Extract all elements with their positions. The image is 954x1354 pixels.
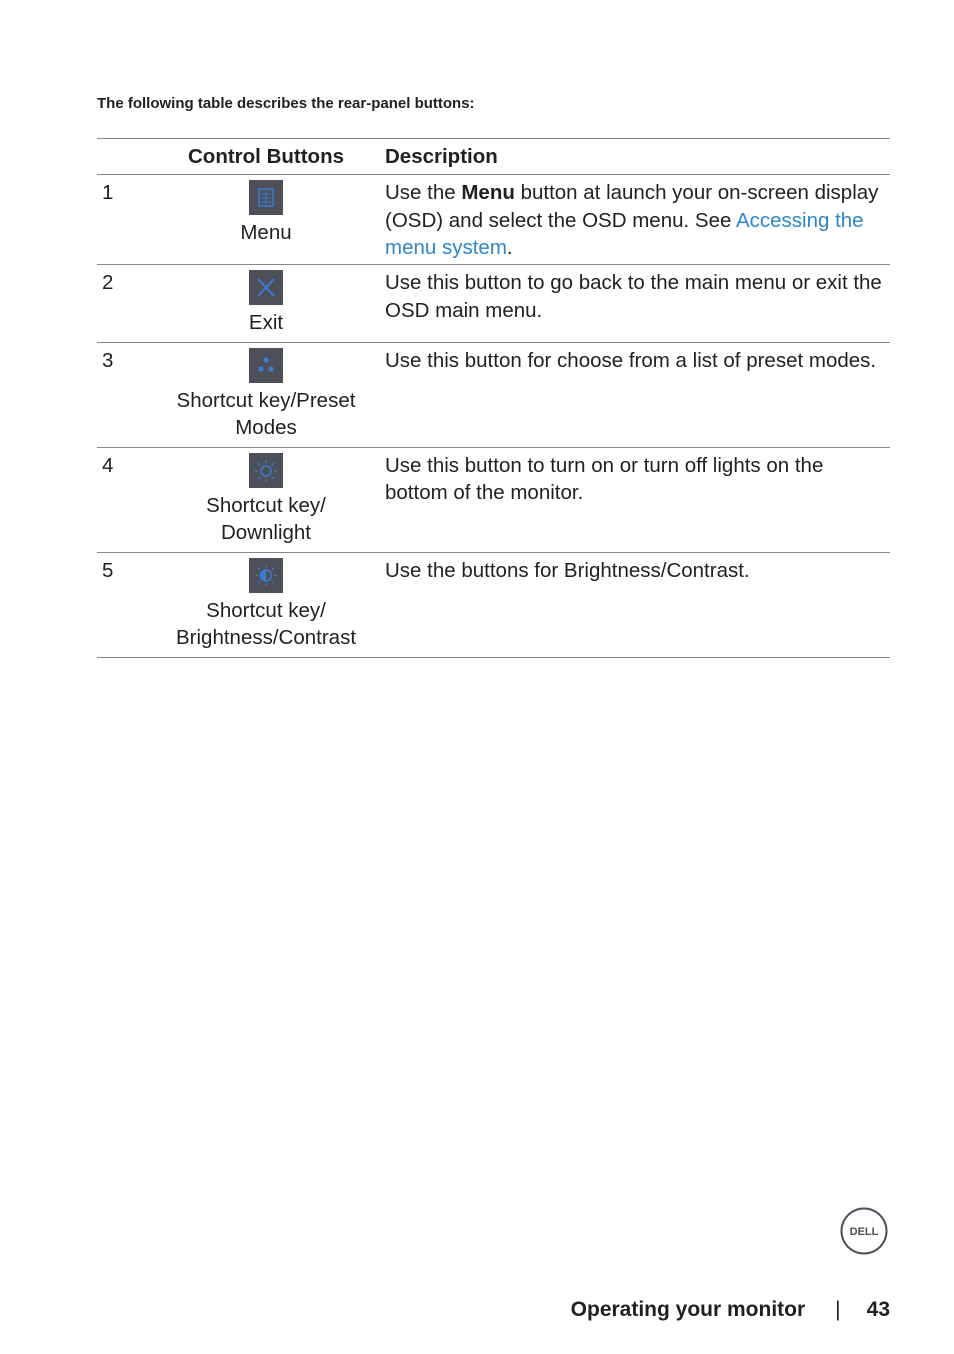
exit-x-icon <box>249 270 283 305</box>
header-number <box>97 139 159 175</box>
table-row <box>97 342 890 447</box>
control-button-cell <box>159 447 373 552</box>
control-button-label: Shortcut key/ Brightness/Contrast <box>175 598 357 649</box>
menu-grid-icon <box>249 180 283 215</box>
table-row <box>97 175 890 265</box>
control-button-label: Shortcut key/ Downlight <box>206 493 326 544</box>
brightness-contrast-icon <box>249 558 283 593</box>
control-button-label: Shortcut key/Preset Modes <box>176 388 356 439</box>
control-button-cell <box>159 552 373 657</box>
page-number: 43 <box>866 1298 890 1321</box>
table-row <box>97 552 890 657</box>
table-header-row <box>97 139 890 175</box>
description-cell: Use this button to go back to the main menu or exit the OSD main menu. <box>385 271 882 322</box>
footer-section-title: Operating your monitor <box>570 1298 806 1321</box>
header-description: Description <box>385 144 498 168</box>
preset-modes-icon <box>249 348 283 383</box>
menu-bold-text: Menu <box>461 181 515 204</box>
control-button-label: Menu <box>240 221 292 244</box>
row-number: 2 <box>102 271 114 294</box>
description-cell: Use this button to turn on or turn off lights on the bottom of the monitor. <box>385 453 824 504</box>
accessing-menu-link[interactable]: Accessing the menu system <box>385 208 864 259</box>
description-cell: Use the buttons for Brightness/Contrast. <box>385 558 750 582</box>
table-row <box>97 447 890 552</box>
table-row <box>97 265 890 343</box>
dell-logo-icon <box>840 1207 888 1255</box>
row-number: 5 <box>102 558 114 582</box>
row-number: 1 <box>102 181 114 204</box>
description-cell: Use the Menu button at launch your on-screen display (OSD) and select the OSD menu. See Accessing the menu system. <box>385 181 879 259</box>
downlight-icon <box>249 453 283 488</box>
description-cell: Use this button for choose from a list of preset modes. <box>385 348 877 372</box>
control-button-cell <box>159 265 373 343</box>
dell-logo-text: DELL <box>849 1226 879 1238</box>
footer-separator: | <box>835 1298 841 1321</box>
row-number: 4 <box>102 453 114 477</box>
rear-panel-buttons-table <box>97 138 890 658</box>
control-button-cell <box>159 342 373 447</box>
intro-text: The following table describes the rear-panel buttons: <box>97 95 475 112</box>
header-control-buttons: Control Buttons <box>188 144 344 168</box>
control-button-cell <box>159 175 373 265</box>
control-button-label: Exit <box>248 311 284 334</box>
row-number: 3 <box>102 348 114 372</box>
page-footer <box>571 1298 890 1322</box>
